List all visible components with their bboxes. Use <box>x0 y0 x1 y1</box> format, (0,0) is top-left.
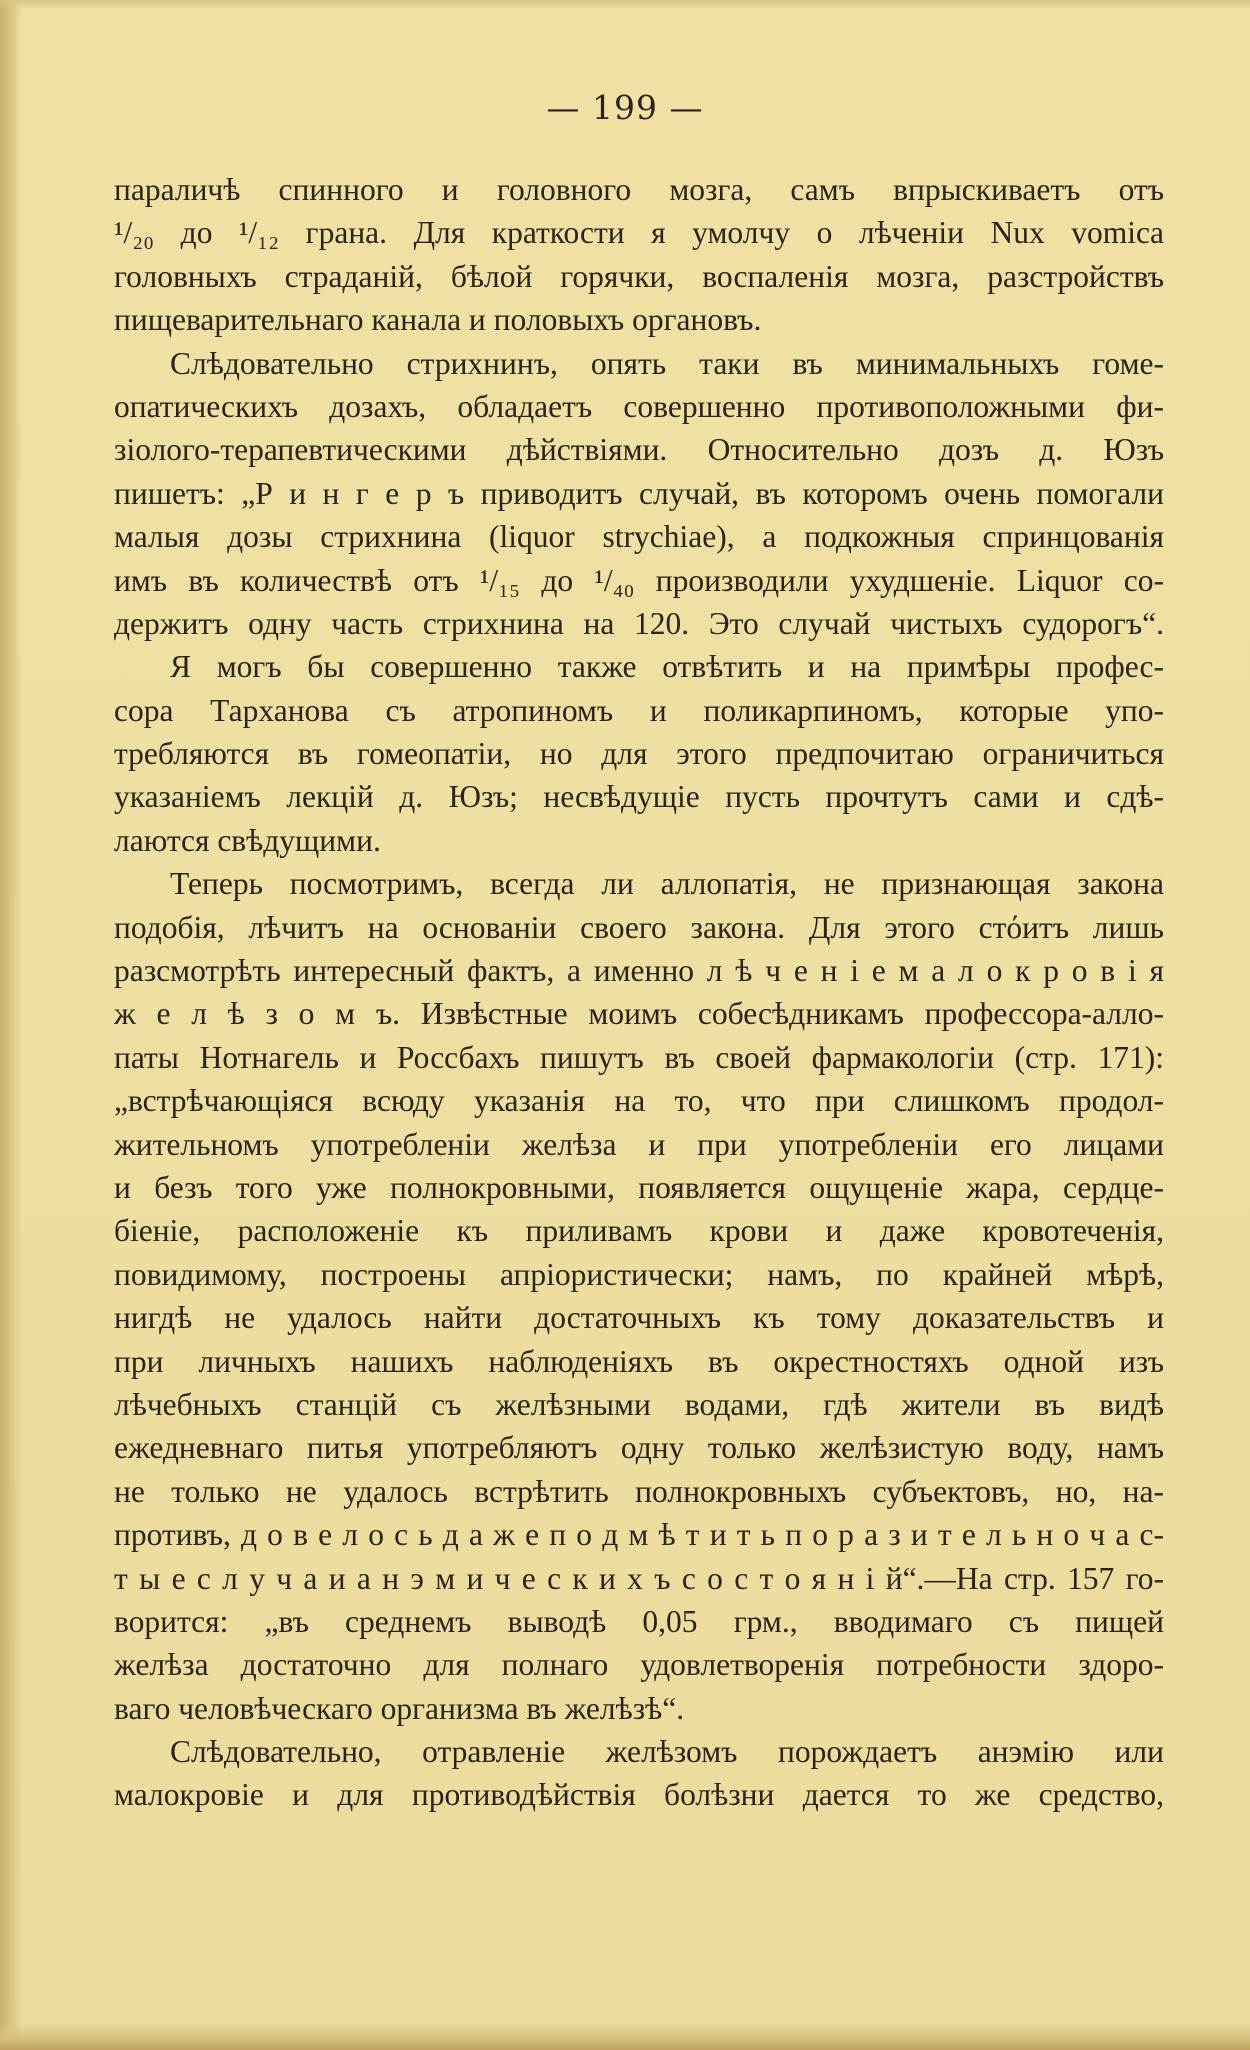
text-line: зіолого-терапевтическими дѣйствіями. Относительно дозъ д. Юзъ <box>114 432 1164 468</box>
text-line: не только не удалось встрѣтить полнокровныхъ субъектовъ, но, на- <box>114 1473 1164 1509</box>
text-line: разсмотрѣть интересный фактъ, а именно л ѣ ч е н і е м а л о к р о в і я <box>114 953 1164 989</box>
text-line: держитъ одну часть стрихнина на 120. Это случай чистыхъ судорогъ“. <box>114 605 1164 641</box>
body-text <box>114 168 1164 1817</box>
page-top-edge <box>0 0 1250 10</box>
text-line: ваго человѣческаго организма въ желѣзѣ“. <box>114 1690 685 1726</box>
text-line: лѣчебныхъ станцій съ желѣзными водами, гдѣ жители въ видѣ <box>114 1386 1164 1422</box>
text-line: указаніемъ лекцій д. Юзъ; несвѣдущіе пусть прочтутъ сами и сдѣ- <box>114 779 1164 815</box>
text-line: т ы е с л у ч а и а н э м и ч е с к и х ъ с о с т о я н і й“.—На стр. 157 го- <box>114 1560 1164 1596</box>
text-line: нигдѣ не удалось найти достаточныхъ къ тому доказательствъ и <box>114 1300 1164 1336</box>
text-line: малыя дозы стрихнина (liquor strychiae), а подкожныя спринцованія <box>114 519 1164 555</box>
page-bottom-edge <box>0 2024 1250 2050</box>
text-line: Слѣдовательно, отравленіе желѣзомъ порождаетъ анэмію или <box>170 1734 1164 1770</box>
text-line: ¹/₂₀ до ¹/₁₂ грана. Для краткости я умолчу о лѣченіи Nux vomica <box>114 215 1164 251</box>
page-left-edge <box>0 0 22 2050</box>
text-line: повидимому, построены апріористически; намъ, по крайней мѣрѣ, <box>114 1256 1164 1292</box>
text-line: желѣза достаточно для полнаго удовлетворенія потребности здоро- <box>114 1647 1164 1683</box>
text-line: требляются въ гомеопатіи, но для этого предпочитаю ограничиться <box>114 736 1164 772</box>
page-number: — 199 — <box>546 88 704 127</box>
text-line: параличѣ спинного и головного мозга, самъ впрыскиваетъ отъ <box>114 172 1164 207</box>
text-line: малокровіе и для противодѣйствія болѣзни дается то же средство, <box>114 1777 1164 1813</box>
text-line: лаются свѣдущими. <box>114 822 381 858</box>
text-line: имъ въ количествѣ отъ ¹/₁₅ до ¹/₄₀ производили ухудшеніе. Liquor со- <box>114 562 1164 598</box>
text-line: ворится: „въ среднемъ выводѣ 0,05 грм., вводимаго съ пищей <box>114 1603 1164 1639</box>
text-line: и безъ того уже полнокровными, появляется ощущеніе жара, сердце- <box>114 1169 1164 1205</box>
text-line: сора Тарханова съ атропиномъ и поликарпиномъ, которые упо- <box>114 692 1164 728</box>
text-line: паты Нотнагель и Россбахъ пишутъ въ своей фармакологіи (стр. 171): <box>114 1039 1164 1075</box>
text-line: опатическихъ дозахъ, обладаетъ совершенно противоположными фи- <box>114 388 1164 424</box>
text-line: при личныхъ нашихъ наблюденіяхъ въ окрестностяхъ одной изъ <box>114 1343 1164 1379</box>
text-line: ж е л ѣ з о м ъ. Извѣстные моимъ собесѣдникамъ профессора-алло- <box>114 996 1164 1032</box>
text-line: противъ, д о в е л о с ь д а ж е п о д м ѣ т и т ь п о р а з и т е л ь н о ч а с- <box>114 1517 1164 1553</box>
text-line: пишетъ: „Р и н г е р ъ приводитъ случай, въ которомъ очень помогали <box>114 475 1164 511</box>
text-line: жительномъ употребленіи желѣза и при употребленіи его лицами <box>114 1126 1164 1162</box>
text-line: Я могъ бы совершенно также отвѣтить и на примѣры профес- <box>170 649 1164 685</box>
text-line: ежедневнаго питья употребляютъ одну только желѣзистую воду, намъ <box>114 1430 1164 1466</box>
text-line: подобія, лѣчитъ на основаніи своего закона. Для этого стόитъ лишь <box>114 909 1164 945</box>
text-line: Теперь посмотримъ, всегда ли аллопатія, не признающая закона <box>170 866 1164 902</box>
text-line: Слѣдовательно стрихнинъ, опять таки въ минимальныхъ гоме- <box>170 345 1164 381</box>
text-line: біеніе, расположеніе къ приливамъ крови и даже кровотеченія, <box>114 1213 1164 1249</box>
text-line: пищеварительнаго канала и половыхъ органовъ. <box>114 302 762 338</box>
text-line: головныхъ страданій, бѣлой горячки, воспаленія мозга, разстройствъ <box>114 258 1164 294</box>
text-line: „встрѣчающіяся всюду указанія на то, что при слишкомъ продол- <box>114 1083 1164 1119</box>
